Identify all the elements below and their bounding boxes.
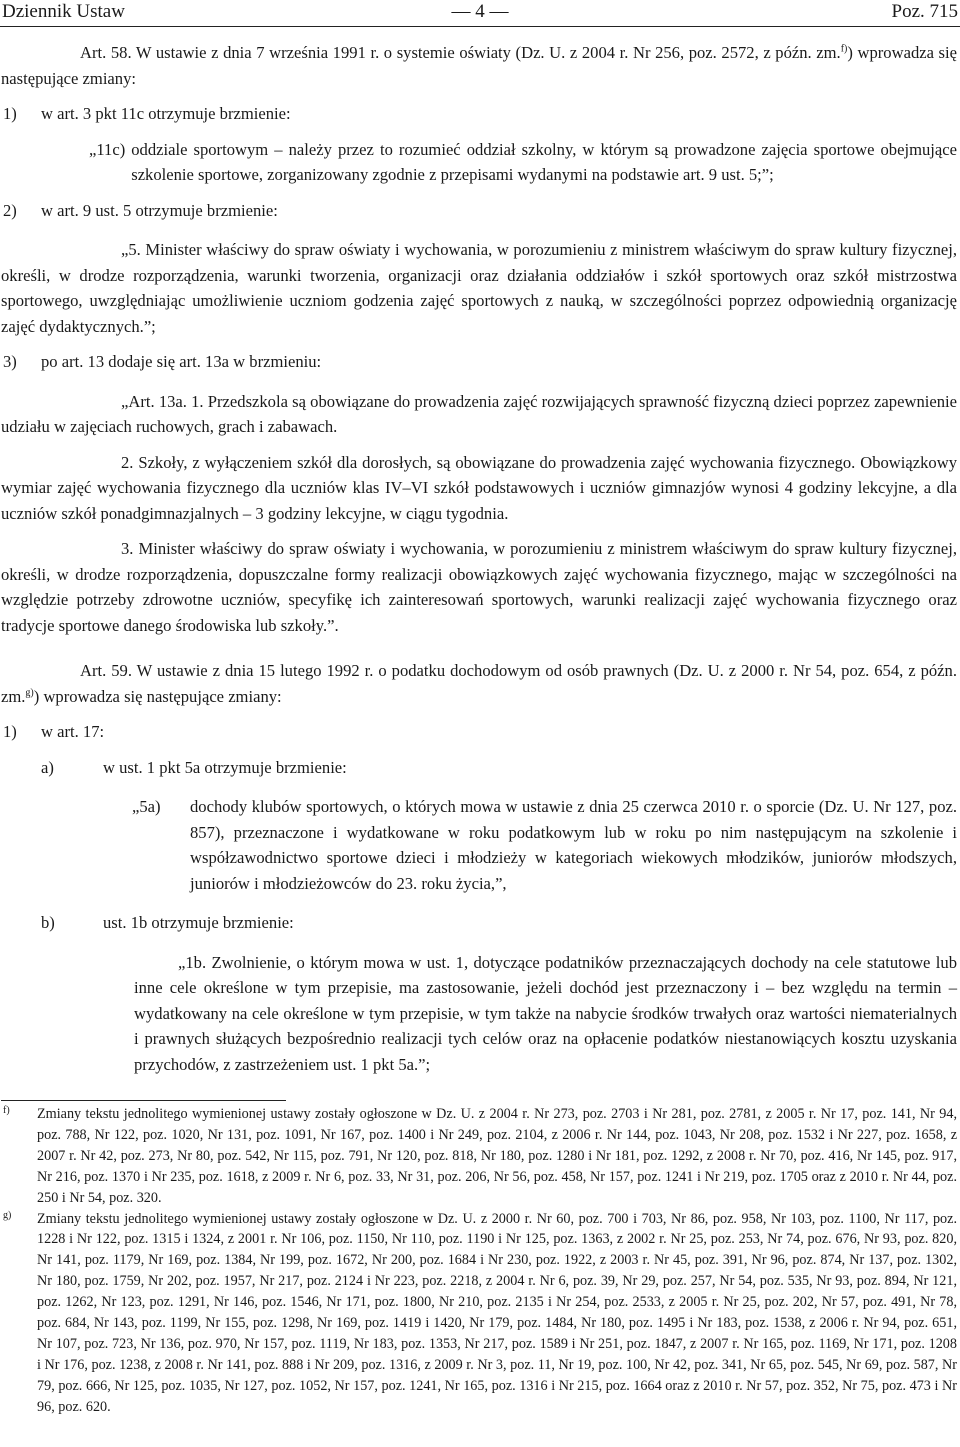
page-number: — 4 —	[451, 1, 509, 22]
art59-def-5a: „5a) dochody klubów sportowych, o których mowa w ustawie z dnia 25 czerwca 2010 r. o sporcie (Dz. U. Nr 127, poz. 857), przeznaczone i wydatkowane w roku podatkowym lub w roku po nim następującym na szkolenie i współzawodnictwo sportowe dzieci i młodzieży w kategoriach wiekowych młodzików, juniorów młodszych, juniorów i młodzieżowców do 23. roku życia,”,	[132, 797, 957, 893]
footnote-mark: g)	[3, 1209, 12, 1221]
art58-item-2: 2) w art. 9 ust. 5 otrzymuje brzmienie:	[3, 200, 278, 220]
position-number: Poz. 715	[891, 1, 958, 22]
art59-item-b: b) ust. 1b otrzymuje brzmienie:	[41, 913, 294, 932]
footnote-text: Zmiany tekstu jednolitego wymienionej ustawy zostały ogłoszone w Dz. U. z 2000 r. Nr 60, poz. 700 i 703, Nr 86, poz. 958, Nr 103, poz. 1100, Nr 117, poz. 1228 i Nr 122, poz. 1315 i 1324, z 2001 r. Nr 106, poz. 1150, Nr 110, poz. 1190 i Nr 125, poz. 1363, z 2002 r. Nr 25, poz. 253, Nr 74, poz. 676, Nr 93, poz. 820, Nr 141, poz. 1179, Nr 169, poz. 1384, Nr 199, poz. 1672, Nr 200, poz. 1684 i Nr 230, poz. 1922, z 2003 r. Nr 45, poz. 391, Nr 96, poz. 874, Nr 137, poz. 1302, Nr 180, poz. 1759, Nr 202, poz. 1957, Nr 217, poz. 2124 i Nr 223, poz. 2218, z 2004 r. Nr 6, poz. 39, Nr 29, poz. 257, Nr 54, poz. 535, Nr 93, poz. 894, Nr 121, poz. 1262, Nr 123, poz. 1291, Nr 146, poz. 1546, Nr 171, poz. 1800, Nr 210, poz. 2135 i Nr 254, poz. 2533, z 2005 r. Nr 25, poz. 202, Nr 57, poz. 491, Nr 78, poz. 684, Nr 143, poz. 1199, Nr 155, poz. 1298, Nr 169, poz. 1419 i 1420, Nr 179, poz. 1484, Nr 180, poz. 1495 i Nr 183, poz. 1538, z 2006 r. Nr 94, poz. 651, Nr 107, poz. 723, Nr 136, poz. 970, Nr 157, poz. 1119, Nr 183, poz. 1353, Nr 217, poz. 1589 i Nr 251, poz. 1847, z 2007 r. Nr 165, poz. 1169, Nr 171, poz. 1208 i Nr 176, poz. 1238, z 2008 r. Nr 141, poz. 888 i Nr 209, poz. 1316, z 2009 r. Nr 3, poz. 11, Nr 19, poz. 100, Nr 42, poz. 341, Nr 65, poz. 545, Nr 69, poz. 587, Nr 79, poz. 666, Nr 125, poz. 1035, Nr 127, poz. 1052, Nr 157, poz. 1241, Nr 165, poz. 1316 i Nr 215, poz. 1664 oraz z 2010 r. Nr 57, poz. 352, Nr 75, poz. 473 i Nr 96, poz. 620.	[37, 1210, 957, 1415]
footnote-ref-f: f)	[840, 43, 848, 55]
document-body	[1, 40, 957, 1077]
header-rule	[0, 26, 960, 27]
art13a-ust-1: „Art. 13a. 1. Przedszkola są obowiązane do prowadzenia zajęć rozwijających sprawność fizyczną dzieci poprzez zapewnienie udziału w zajęciach ruchowych, grach i zabawach.	[1, 391, 957, 436]
art58-intro: Art. 58. W ustawie z dnia 7 września 1991 r. o systemie oświaty (Dz. U. z 2004 r. Nr 256, poz. 2572, z późn. zm.$^{f)}$) wprowadza się następujące zmiany:	[1, 43, 957, 88]
footnote-text: Zmiany tekstu jednolitego wymienionej ustawy zostały ogłoszone w Dz. U. z 2004 r. Nr 273, poz. 2703 i Nr 281, poz. 2781, z 2005 r. Nr 17, poz. 141, Nr 94, poz. 788, Nr 122, poz. 1020, Nr 131, poz. 1091, Nr 167, poz. 1400 i Nr 249, poz. 2104, z 2006 r. Nr 144, poz. 1043, Nr 208, poz. 1532 i Nr 227, poz. 1658, z 2007 r. Nr 42, poz. 273, Nr 80, poz. 542, Nr 115, poz. 791, Nr 120, poz. 818, Nr 180, poz. 1280 i Nr 181, poz. 1292, z 2008 r. Nr 70, poz. 416, Nr 145, poz. 917, Nr 216, poz. 1370 i Nr 235, poz. 1618, z 2009 r. Nr 6, poz. 33, Nr 31, poz. 206, Nr 56, poz. 458, Nr 157, poz. 1241 i Nr 219, poz. 1705 oraz z 2010 r. Nr 44, poz. 250 i Nr 54, poz. 320.	[37, 1106, 957, 1206]
art13a-ust-2: 2. Szkoły, z wyłączeniem szkół dla dorosłych, są obowiązane do prowadzenia zajęć wychowania fizycznego. Obowiązkowy wymiar zajęć wychowania fizycznego dla uczniów klas IV–VI szkół podstawowych i uczniów gimnazjów wynosi 4 godziny lekcyjne, a dla uczniów szkół ponadgimnazjalnych – 3 godziny lekcyjne, w ciągu tygodnia.	[1, 452, 957, 523]
footnotes	[1, 1100, 957, 1418]
art58-def-11c: „11c) oddziale sportowym – należy przez to rozumieć oddział szkolny, w którym są prowadzone zajęcia sportowe obejmujące szkolenie sportowe, zorganizowany zgodnie z przepisami wydanymi na podstawie art. 9 ust. 5;”;	[89, 139, 957, 184]
footnote-ref-g: g)	[25, 686, 34, 698]
art58-quote-5: „5. Minister właściwy do spraw oświaty i wychowania, w porozumieniu z ministrem właściwym do spraw kultury fizycznej, określi, w drodze rozporządzenia, warunki tworzenia, organizacji oraz działania oddziałów i szkół sportowych oraz szkół mistrzostwa sportowego, uwzględniając umożliwienie uczniom godzenia zajęć sportowych z nauką, w szczególności poprzez odpowiednią organizację zajęć dydaktycznych.”;	[1, 240, 957, 336]
footnote-mark: f)	[3, 1105, 10, 1116]
journal-title: Dziennik Ustaw	[2, 1, 125, 22]
footnote-f	[1, 1104, 957, 1209]
art59-item-a: a) w ust. 1 pkt 5a otrzymuje brzmienie:	[41, 757, 347, 777]
art59-quote-1b: „1b. Zwolnienie, o którym mowa w ust. 1, dotyczące podatników przeznaczających dochody na cele statutowe lub inne cele określone w tym przepisie, ma zastosowanie, jeżeli dochód jest przeznaczony i – bez względu na termin – wydatkowany na cele określone w tym przepisie, w tym także na nabycie środków trwałych oraz wartości niematerialnych i prawnych służących bezpośrednio realizacji tych celów oraz na opłacenie podatków niestanowiących kosztu uzyskania przychodów, z zastrzeżeniem ust. 1 pkt 5a.”;	[134, 952, 957, 1074]
art13a-ust-3: 3. Minister właściwy do spraw oświaty i wychowania, w porozumieniu z ministrem właściwym do spraw kultury fizycznej, określi, w drodze rozporządzenia, dopuszczalne formy realizacji obowiązkowych zajęć wychowania fizycznego, mając w szczególności na względzie potrzeby zdrowotne uczniów, specyfikę ich zainteresowań sportowych, warunki realizacji zajęć wychowania fizycznego oraz tradycje sportowe danego środowiska lub szkoły.”.	[1, 539, 957, 635]
footnote-g	[1, 1209, 957, 1418]
footnote-rule	[1, 1100, 286, 1101]
art58-item-1: 1) w art. 3 pkt 11c otrzymuje brzmienie:	[3, 104, 291, 123]
art59-intro: Art. 59. W ustawie z dnia 15 lutego 1992 r. o podatku dochodowym od osób prawnych (Dz. U. z 2000 r. Nr 54, poz. 654, z późn. zm.$^{g)}$) wprowadza się następujące zmiany:	[1, 661, 957, 706]
art58-item-3: 3) po art. 13 dodaje się art. 13a w brzmieniu:	[3, 352, 322, 371]
page-header	[0, 0, 960, 28]
art59-item-1: 1) w art. 17:	[3, 722, 105, 741]
